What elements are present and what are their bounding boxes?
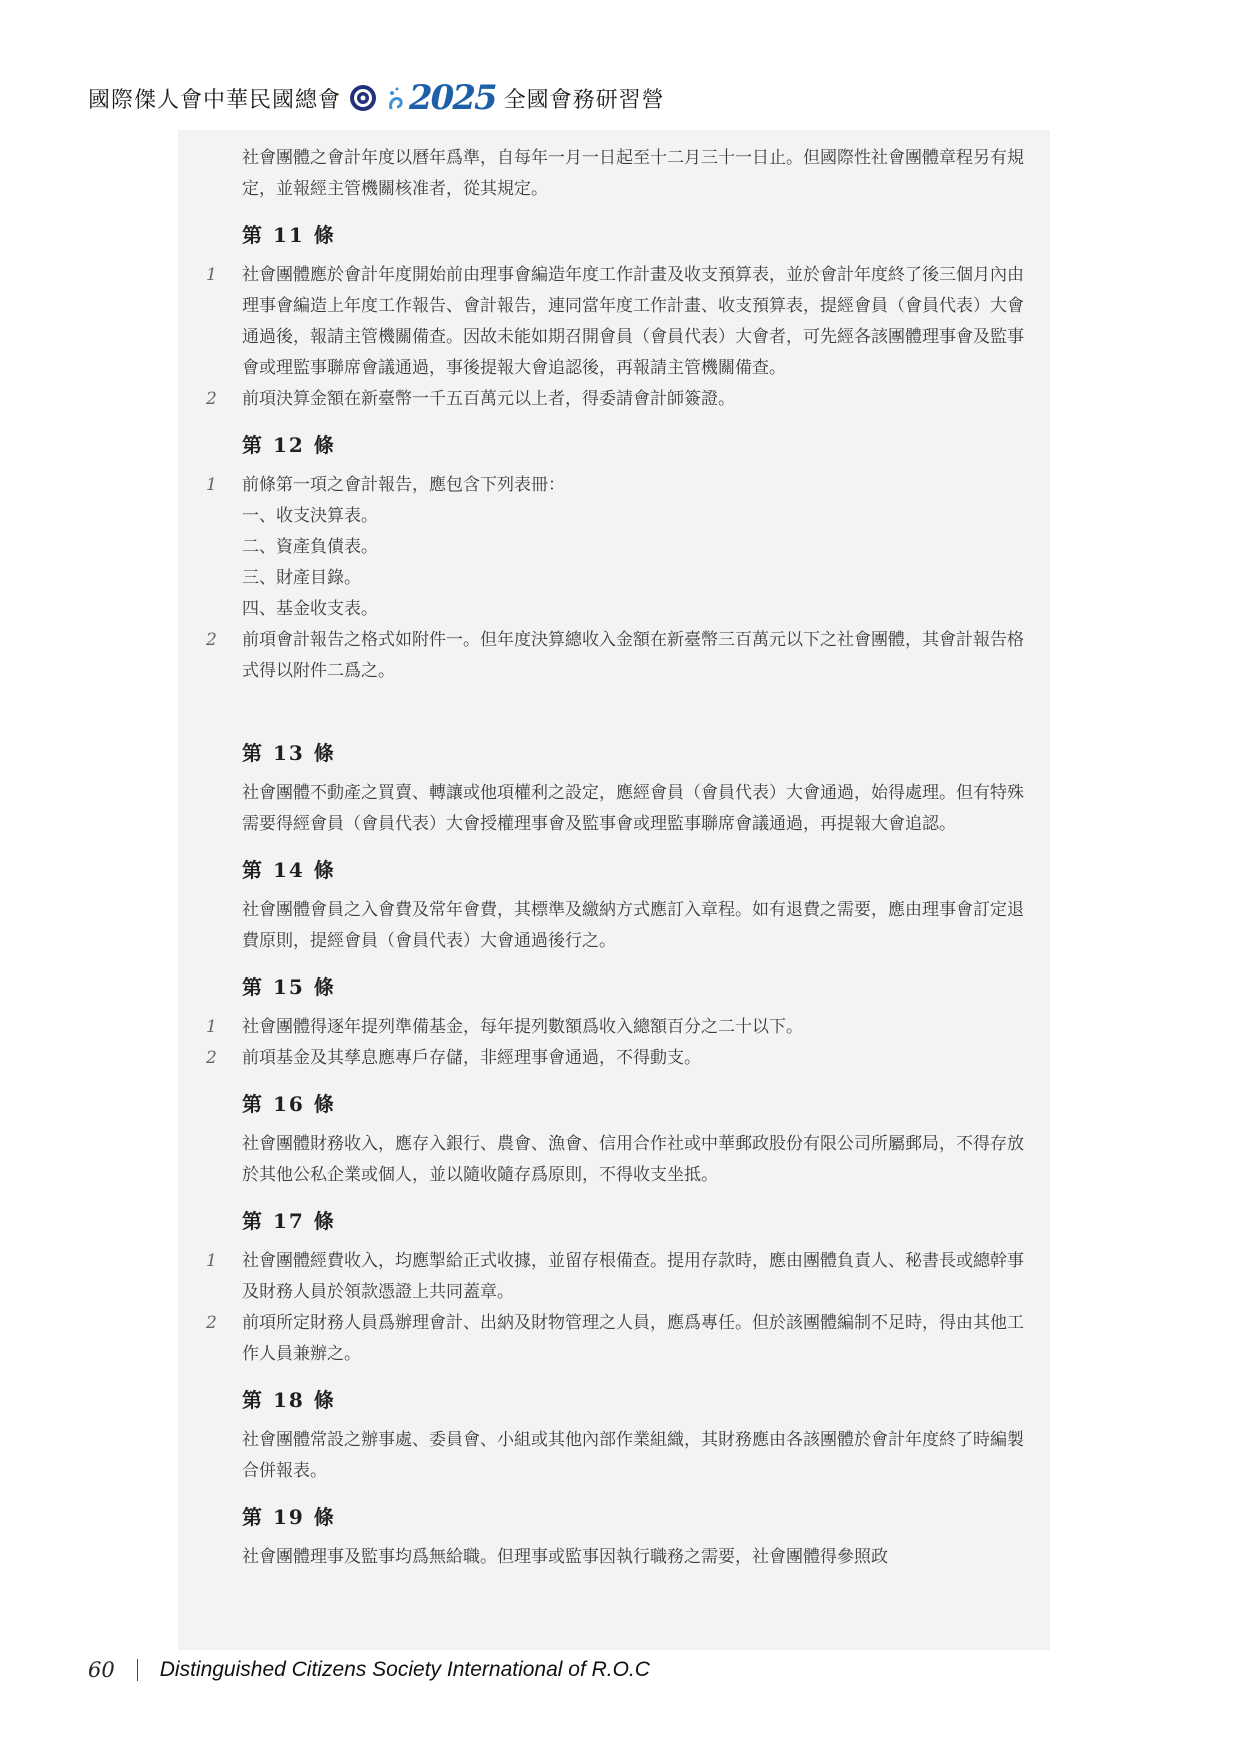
article-19-text: 社會團體理事及監事均爲無給職。但理事或監事因執行職務之需要，社會團體得參照政 bbox=[242, 1547, 888, 1567]
year-logo bbox=[387, 78, 496, 118]
clause-number: 1 bbox=[206, 1017, 217, 1037]
article-15-clause-2 bbox=[190, 1043, 1040, 1074]
section-gap bbox=[190, 687, 1040, 723]
clause-number: 2 bbox=[206, 1048, 217, 1068]
list-item: 四、基金收支表。 bbox=[242, 599, 378, 619]
wave-swirl-icon bbox=[387, 81, 409, 115]
article-11-clause-2 bbox=[190, 384, 1040, 415]
publication-title: Distinguished Citizens Society International of R.O.C bbox=[159, 1658, 650, 1681]
association-emblem-icon bbox=[349, 84, 377, 112]
page-header bbox=[88, 68, 665, 128]
clause-text: 前項基金及其孳息應專戶存儲，非經理事會通過，不得動支。 bbox=[242, 1048, 701, 1068]
footer-divider bbox=[137, 1659, 138, 1681]
clause-text: 社會團體經費收入，均應掣給正式收據，並留存根備查。提用存款時，應由團體負責人、秘書長或總幹事及財務人員於領款憑證上共同蓋章。 bbox=[242, 1251, 1024, 1302]
article-18-text: 社會團體常設之辦事處、委員會、小組或其他內部作業組織，其財務應由各該團體於會計年度終了時編製合併報表。 bbox=[242, 1430, 1024, 1481]
clause-number: 2 bbox=[206, 630, 217, 650]
article-15-clause-1 bbox=[190, 1012, 1040, 1043]
article-heading-11: 第 11 條 bbox=[242, 223, 336, 247]
list-item: 一、收支決算表。 bbox=[242, 506, 378, 526]
event-name: 全國會務研習營 bbox=[503, 87, 665, 113]
clause-number: 2 bbox=[206, 1313, 217, 1333]
article-heading-18: 第 18 條 bbox=[242, 1388, 336, 1412]
article-17-clause-1 bbox=[190, 1246, 1040, 1308]
list-item: 三、財產目錄。 bbox=[242, 568, 361, 588]
clause-number: 1 bbox=[206, 475, 217, 495]
article-heading-13: 第 13 條 bbox=[242, 741, 336, 765]
page-number: 60 bbox=[88, 1658, 115, 1682]
clause-text: 社會團體得逐年提列準備基金，每年提列數額爲收入總額百分之二十以下。 bbox=[242, 1017, 803, 1037]
document-body bbox=[190, 143, 1040, 1573]
article-17-clause-2 bbox=[190, 1308, 1040, 1370]
clause-text: 前條第一項之會計報告，應包含下列表冊： bbox=[242, 475, 565, 495]
article-heading-14: 第 14 條 bbox=[242, 858, 336, 882]
clause-number: 1 bbox=[206, 265, 217, 285]
page-footer bbox=[88, 1655, 650, 1685]
article-12-clause-2 bbox=[190, 625, 1040, 687]
clause-text: 社會團體應於會計年度開始前由理事會編造年度工作計畫及收支預算表，並於會計年度終了後三個月內由理事會編造上年度工作報告、會計報告，連同當年度工作計畫、收支預算表，提經會員（會員代表）大會通過後，報請主管機關備查。因故未能如期召開會員（會員代表）大會者，可先經各該團體理事會及監事會或理監事聯席會議通過，事後提報大會追認後，再報請主管機關備查。 bbox=[242, 265, 1024, 378]
clause-number: 1 bbox=[206, 1251, 217, 1271]
year-logo-text: 2025 bbox=[409, 78, 496, 118]
clause-text: 前項所定財務人員爲辦理會計、出納及財物管理之人員，應爲專任。但於該團體編制不足時，得由其他工作人員兼辦之。 bbox=[242, 1313, 1024, 1364]
article-11-clause-1 bbox=[190, 260, 1040, 384]
article-12-clause-1 bbox=[190, 470, 1040, 501]
article-heading-12: 第 12 條 bbox=[242, 433, 336, 457]
article-heading-15: 第 15 條 bbox=[242, 975, 336, 999]
article-heading-17: 第 17 條 bbox=[242, 1209, 336, 1233]
list-item: 二、資產負債表。 bbox=[242, 537, 378, 557]
intro-paragraph: 社會團體之會計年度以曆年爲準，自每年一月一日起至十二月三十一日止。但國際性社會團體章程另有規定，並報經主管機關核准者，從其規定。 bbox=[242, 148, 1024, 199]
article-13-text: 社會團體不動產之買賣、轉讓或他項權利之設定，應經會員（會員代表）大會通過，始得處理。但有特殊需要得經會員（會員代表）大會授權理事會及監事會或理監事聯席會議通過，再提報大會追認。 bbox=[242, 783, 1024, 834]
organization-name: 國際傑人會中華民國總會 bbox=[88, 87, 342, 113]
clause-text: 前項會計報告之格式如附件一。但年度決算總收入金額在新臺幣三百萬元以下之社會團體，其會計報告格式得以附件二爲之。 bbox=[242, 630, 1024, 681]
article-16-text: 社會團體財務收入，應存入銀行、農會、漁會、信用合作社或中華郵政股份有限公司所屬郵局，不得存放於其他公私企業或個人，並以隨收隨存爲原則，不得收支坐抵。 bbox=[242, 1134, 1024, 1185]
article-heading-16: 第 16 條 bbox=[242, 1092, 336, 1116]
clause-number: 2 bbox=[206, 389, 217, 409]
article-14-text: 社會團體會員之入會費及常年會費，其標準及繳納方式應訂入章程。如有退費之需要，應由理事會訂定退費原則，提經會員（會員代表）大會通過後行之。 bbox=[242, 900, 1024, 951]
clause-text: 前項決算金額在新臺幣一千五百萬元以上者，得委請會計師簽證。 bbox=[242, 389, 735, 409]
article-heading-19: 第 19 條 bbox=[242, 1505, 336, 1529]
